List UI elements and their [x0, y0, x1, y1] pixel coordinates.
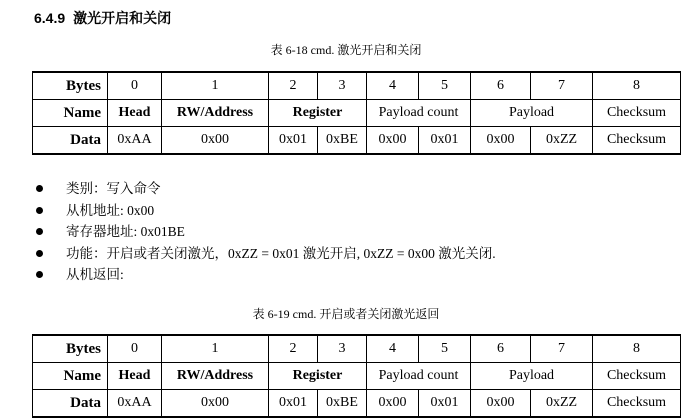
- bullet-icon: [36, 271, 43, 278]
- section-heading: [34, 8, 171, 28]
- table-row: [33, 127, 681, 155]
- table-row: [33, 363, 681, 390]
- table-cell: Checksum: [593, 390, 681, 418]
- table-cell: 3: [318, 72, 367, 100]
- table-cell: 0x00: [162, 390, 269, 418]
- table-cell: 2: [269, 72, 318, 100]
- list-item: [36, 178, 496, 200]
- list-item: [36, 243, 496, 265]
- list-item-text: 寄存器地址: 0x01BE: [66, 224, 185, 239]
- list-item: [36, 200, 496, 222]
- table-cell: Checksum: [593, 127, 681, 155]
- table-cell: 8: [593, 72, 681, 100]
- table-cell: Head: [108, 100, 162, 127]
- table-cell: RW/Address: [162, 363, 269, 390]
- row-label-data: Data: [33, 127, 108, 155]
- table-cell: 0x01: [269, 390, 318, 418]
- bullet-icon: [36, 228, 43, 235]
- table-cell: 5: [419, 72, 471, 100]
- table1: [32, 71, 681, 155]
- table-cell: Payload: [471, 363, 593, 390]
- table-cell: 7: [531, 72, 593, 100]
- table-cell: Register: [269, 100, 367, 127]
- list-item: [36, 221, 496, 243]
- table-cell: 0x01: [419, 127, 471, 155]
- table-cell: Payload count: [367, 363, 471, 390]
- table2-caption: 表 6-19 cmd. 开启或者关闭激光返回: [252, 307, 440, 321]
- table-cell: 4: [367, 72, 419, 100]
- table-cell: 8: [593, 335, 681, 363]
- row-label-bytes: Bytes: [33, 72, 108, 100]
- table-cell: 0x01: [419, 390, 471, 418]
- table-cell: 1: [162, 335, 269, 363]
- table-row: [33, 335, 681, 363]
- table-cell: 0xAA: [108, 390, 162, 418]
- table-cell: 0x00: [367, 390, 419, 418]
- list-item: [36, 264, 496, 286]
- table-cell: 0x00: [471, 127, 531, 155]
- bullet-icon: [36, 250, 43, 257]
- list-item-text: 类别：写入命令: [66, 181, 161, 196]
- section-number: 6.4.9: [34, 10, 66, 26]
- table-cell: RW/Address: [162, 100, 269, 127]
- table1-caption: 表 6-18 cmd. 激光开启和关闭: [270, 43, 422, 57]
- section-title: 激光开启和关闭: [73, 10, 172, 26]
- table-cell: 0xZZ: [531, 390, 593, 418]
- table-cell: 0xZZ: [531, 127, 593, 155]
- table-row: [33, 390, 681, 418]
- table-cell: 3: [318, 335, 367, 363]
- table-cell: 1: [162, 72, 269, 100]
- table-cell: 0x01: [269, 127, 318, 155]
- list-item-text: 功能：开启或者关闭激光，0xZZ = 0x01 激光开启, 0xZZ = 0x00 激光关闭.: [66, 245, 496, 261]
- row-label-data: Data: [33, 390, 108, 418]
- bullet-icon: [36, 185, 43, 192]
- table-cell: 0x00: [471, 390, 531, 418]
- row-label-name: Name: [33, 363, 108, 390]
- table-cell: 4: [367, 335, 419, 363]
- table-cell: 0: [108, 335, 162, 363]
- table-cell: 5: [419, 335, 471, 363]
- table-cell: 6: [471, 335, 531, 363]
- list-item-text: 从机地址: 0x00: [66, 202, 155, 218]
- table-cell: Register: [269, 363, 367, 390]
- table-cell: Checksum: [593, 363, 681, 390]
- table-cell: Payload: [471, 100, 593, 127]
- table-cell: 7: [531, 335, 593, 363]
- table-cell: 0xAA: [108, 127, 162, 155]
- table-row: [33, 100, 681, 127]
- table-cell: 0: [108, 72, 162, 100]
- table-row: [33, 72, 681, 100]
- row-label-name: Name: [33, 100, 108, 127]
- table-cell: Payload count: [367, 100, 471, 127]
- bullet-icon: [36, 207, 43, 214]
- table-cell: 2: [269, 335, 318, 363]
- table-cell: 0x00: [367, 127, 419, 155]
- table-cell: 0xBE: [318, 390, 367, 418]
- table-cell: 0x00: [162, 127, 269, 155]
- list-item-text: 从机返回:: [66, 267, 124, 282]
- table-cell: 0xBE: [318, 127, 367, 155]
- table-cell: 6: [471, 72, 531, 100]
- table-cell: Head: [108, 363, 162, 390]
- row-label-bytes: Bytes: [33, 335, 108, 363]
- table-cell: Checksum: [593, 100, 681, 127]
- info-list: [36, 178, 496, 286]
- table2: [32, 334, 681, 418]
